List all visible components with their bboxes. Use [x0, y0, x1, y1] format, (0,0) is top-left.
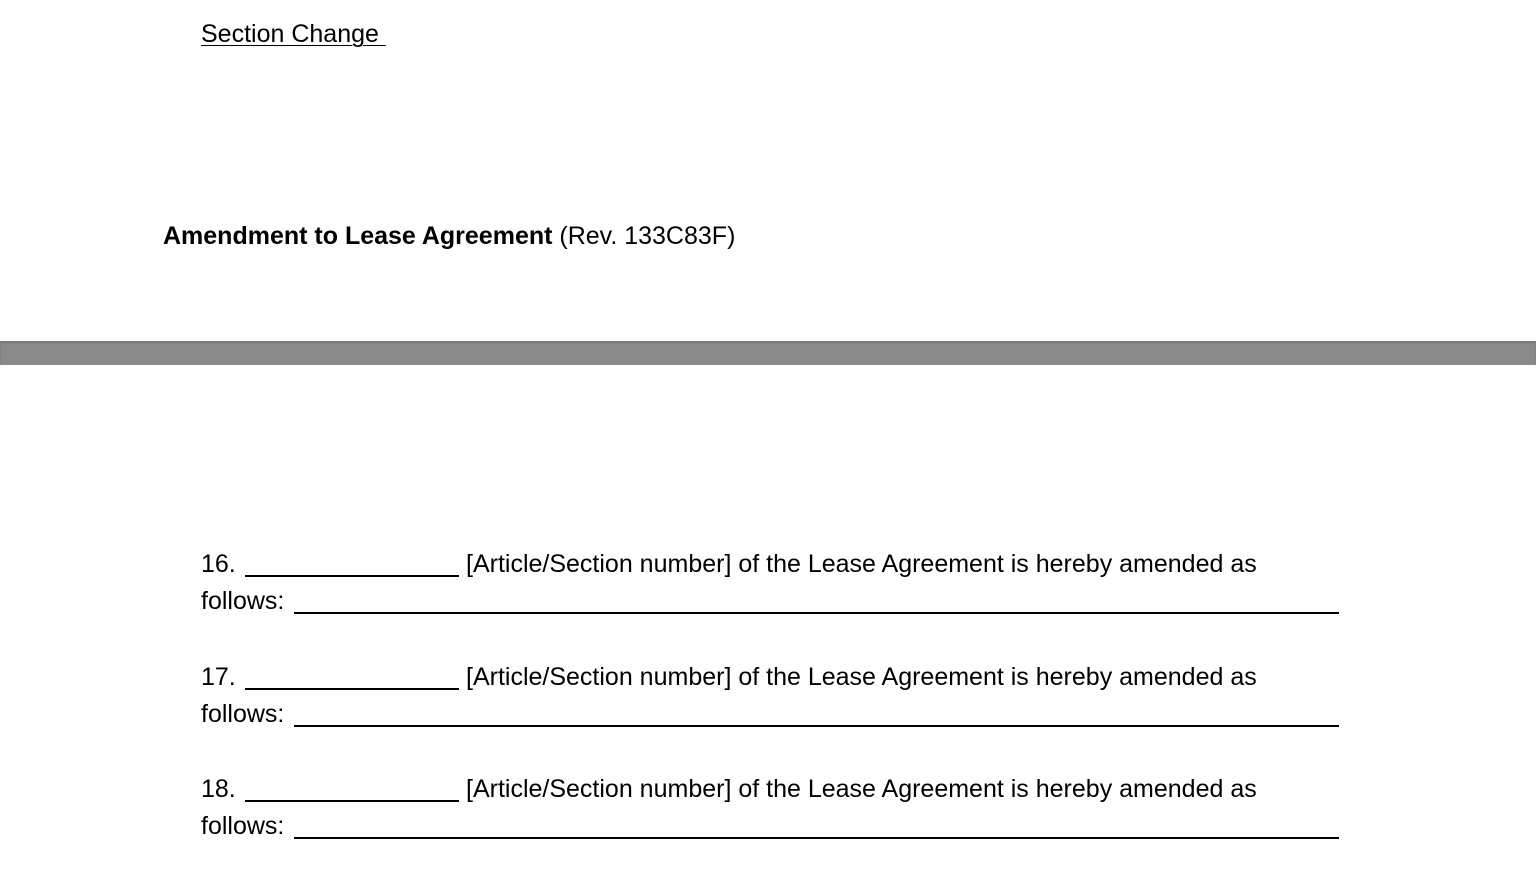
- section-heading: Section Change: [201, 20, 386, 48]
- clause-text: [Article/Section number] of the Lease Agreement is hereby amended as: [466, 550, 1257, 578]
- page-separator: [0, 341, 1536, 365]
- clause-number: 16.: [201, 550, 236, 578]
- document-page-current: [0, 365, 1536, 873]
- article-number-blank[interactable]: [245, 688, 459, 690]
- footer-revision: (Rev. 133C83F): [552, 222, 736, 250]
- follows-label: follows:: [201, 700, 285, 728]
- clause-number: 18.: [201, 775, 236, 803]
- clause-number: 17.: [201, 663, 236, 691]
- follows-label: follows:: [201, 587, 285, 615]
- article-number-blank[interactable]: [245, 800, 459, 802]
- amendment-text-blank[interactable]: [294, 837, 1339, 839]
- footer-document-title: Amendment to Lease Agreement: [163, 222, 553, 250]
- article-number-blank[interactable]: [245, 575, 459, 577]
- amendment-text-blank[interactable]: [294, 612, 1339, 614]
- clause-text: [Article/Section number] of the Lease Agreement is hereby amended as: [466, 663, 1257, 691]
- amendment-text-blank[interactable]: [294, 725, 1339, 727]
- clause-text: [Article/Section number] of the Lease Agreement is hereby amended as: [466, 775, 1257, 803]
- page-footer: [163, 220, 735, 252]
- document-page-previous: [0, 0, 1536, 341]
- follows-label: follows:: [201, 812, 285, 840]
